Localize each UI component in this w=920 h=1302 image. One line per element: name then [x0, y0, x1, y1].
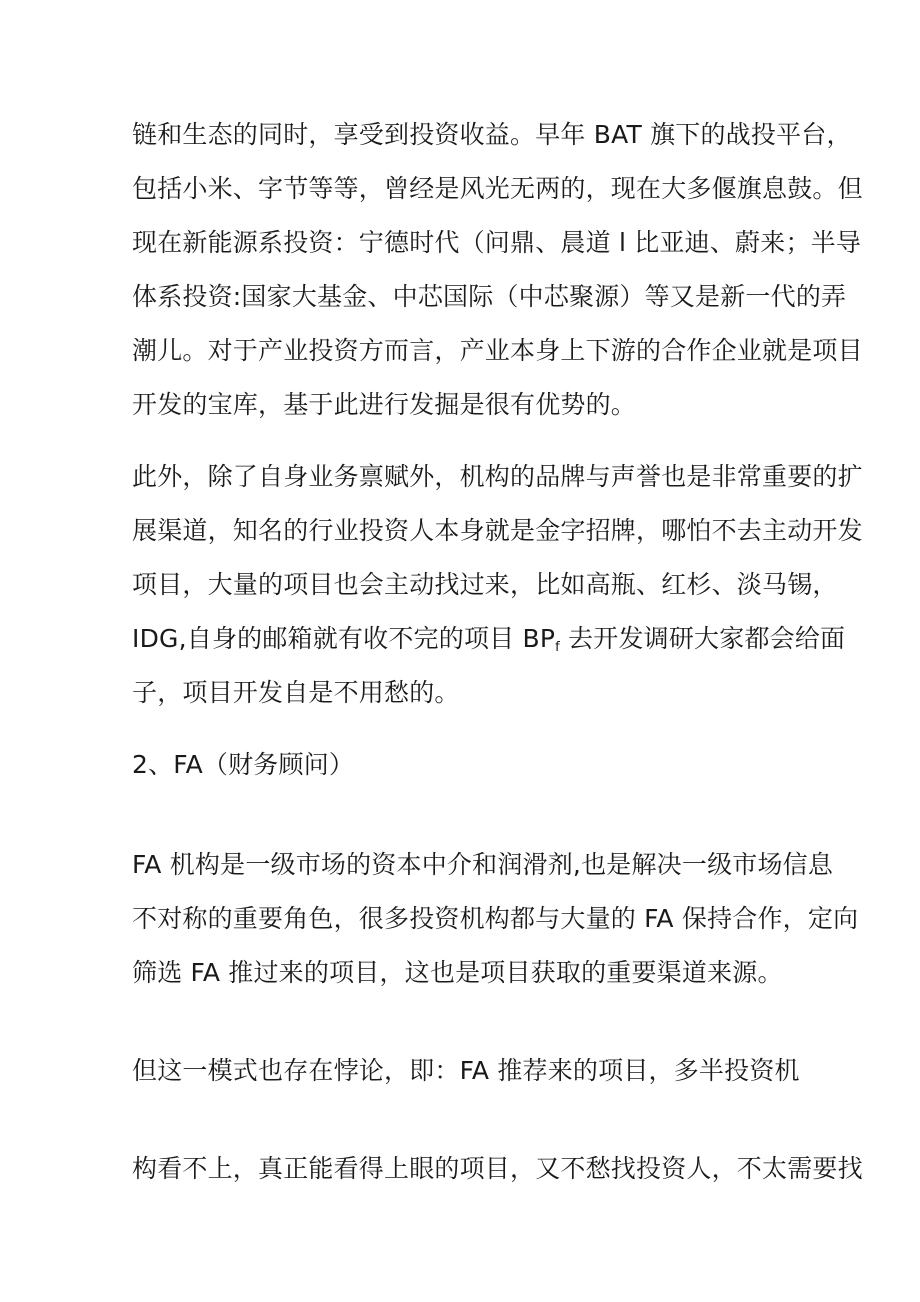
text-line: 项目，大量的项目也会主动找过来，比如高瓶、红杉、淡马锡，: [132, 570, 838, 599]
text-line: 筛选 FA 推过来的项目，这也是项目获取的重要渠道来源。: [132, 958, 783, 987]
text-segment: IDG,自身的邮箱就有收不完的项目 BP: [132, 624, 556, 653]
text-line: 构看不上，真正能看得上眼的项目，又不愁找投资人，不太需要找: [132, 1154, 863, 1183]
text-line: 此外，除了自身业务禀赋外，机构的品牌与声誉也是非常重要的扩: [132, 462, 863, 491]
text-line: 链和生态的同时，享受到投资收益。早年 BAT 旗下的战投平台，: [132, 120, 852, 149]
text-segment: 去开发调研大家都会给面: [559, 624, 846, 653]
text-line: 开发的宝库，基于此进行发掘是很有优势的。: [132, 390, 637, 419]
text-line: 现在新能源系投资：宁德时代（问鼎、晨道 l 比亚迪、蔚来；半导: [132, 228, 862, 257]
text-line-with-subscript: [132, 622, 845, 665]
text-line: 体系投资:国家大基金、中芯国际（中芯聚源）等又是新一代的弄: [132, 282, 847, 311]
text-line: 不对称的重要角色，很多投资机构都与大量的 FA 保持合作，定向: [132, 904, 859, 933]
text-line: FA 机构是一级市场的资本中介和润滑剂,也是解决一级市场信息: [132, 850, 834, 879]
text-line: 潮儿。对于产业投资方而言，产业本身上下游的合作企业就是项目: [132, 336, 863, 365]
text-line: 包括小米、字节等等，曾经是风光无两的，现在大多偃旗息鼓。但: [132, 174, 863, 203]
subscript-f: f: [555, 640, 560, 655]
text-line: 但这一模式也存在悖论，即：FA 推荐来的项目，多半投资机: [132, 1056, 800, 1085]
text-line: 子，项目开发自是不用愁的。: [132, 678, 460, 707]
section-heading: 2、FA（财务顾问）: [132, 750, 355, 779]
text-line: 展渠道，知名的行业投资人本身就是金字招牌，哪怕不去主动开发: [132, 516, 863, 545]
